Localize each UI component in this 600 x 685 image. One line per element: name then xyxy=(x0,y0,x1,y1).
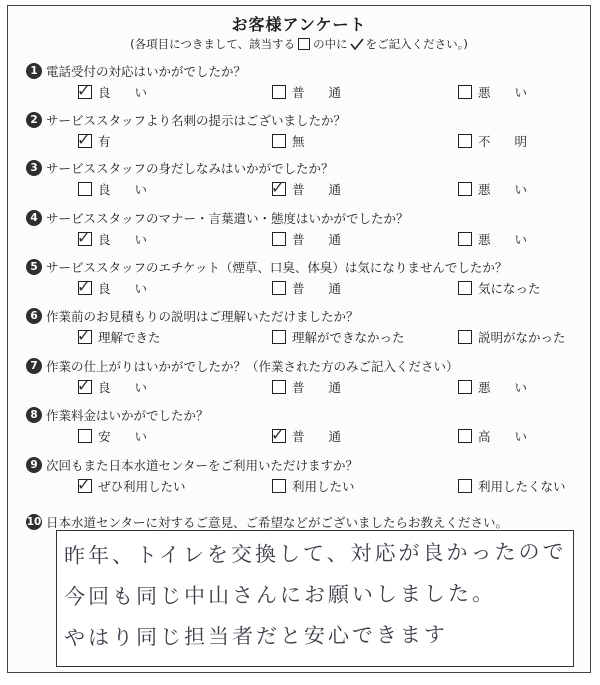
question-1 xyxy=(26,61,580,103)
question-number-badge: 4 xyxy=(26,210,42,226)
answer-checkbox[interactable] xyxy=(78,429,92,443)
question-text: サービススタッフのマナー・言葉遣い・態度はいかがでしたか？ xyxy=(46,211,409,226)
answer-checkbox[interactable] xyxy=(272,330,286,344)
answer-option[interactable] xyxy=(272,378,365,396)
answer-label: 説明がなかった xyxy=(478,330,566,345)
answer-checkbox[interactable] xyxy=(77,326,92,345)
answer-option[interactable] xyxy=(272,328,405,346)
answer-checkbox[interactable] xyxy=(272,380,286,394)
question-text: 日本水道センターに対するご意見、ご希望などがございましたらお教えください。 xyxy=(46,515,509,530)
option-row xyxy=(26,228,580,250)
question-number-badge: 5 xyxy=(26,259,42,275)
answer-checkbox[interactable] xyxy=(458,380,472,394)
answer-option[interactable] xyxy=(458,477,566,495)
answer-option[interactable] xyxy=(458,279,541,297)
handwritten-check-icon: ✓ xyxy=(77,228,91,247)
answer-checkbox[interactable] xyxy=(458,134,472,148)
question-4 xyxy=(26,208,580,250)
handwritten-check-icon: ✓ xyxy=(77,130,91,149)
question-number-badge: 9 xyxy=(26,457,42,473)
question-number-badge: 6 xyxy=(26,308,42,324)
option-row xyxy=(26,326,580,348)
handwritten-check-icon: ✓ xyxy=(77,376,91,395)
option-row xyxy=(26,130,580,152)
answer-label: 普通 xyxy=(292,85,366,100)
answer-option[interactable] xyxy=(78,427,171,445)
answer-label: 利用したくない xyxy=(478,479,566,494)
question-number-badge: 3 xyxy=(26,160,42,176)
answer-option[interactable] xyxy=(272,83,365,101)
question-5 xyxy=(26,257,580,299)
answer-option[interactable] xyxy=(458,83,551,101)
question-text: 次回もまた日本水道センターをご利用いただけますか？ xyxy=(46,458,359,473)
instruction-line xyxy=(8,36,590,52)
question-text: サービススタッフの身だしなみはいかがでしたか？ xyxy=(46,161,334,176)
instruction-after: をご記入ください。) xyxy=(365,37,468,51)
comment-line-1: 昨年、トイレを交換して、対応が良かったので xyxy=(63,539,567,568)
answer-option[interactable] xyxy=(458,180,551,198)
answer-label: 普通 xyxy=(292,429,366,444)
answer-option[interactable] xyxy=(272,427,365,445)
question-text: サービススタッフのエチケット（煙草、口臭、体臭）は気になりませんでしたか？ xyxy=(46,260,508,275)
answer-option[interactable] xyxy=(458,230,551,248)
answer-checkbox[interactable] xyxy=(458,182,472,196)
answer-option[interactable] xyxy=(78,83,171,101)
handwritten-check-icon: ✓ xyxy=(77,81,91,100)
answer-option[interactable] xyxy=(272,180,365,198)
question-6 xyxy=(26,306,580,348)
answer-label: 良い xyxy=(98,232,172,247)
instruction-middle: の中に xyxy=(313,37,348,51)
answer-checkbox[interactable] xyxy=(77,228,92,247)
answer-checkbox[interactable] xyxy=(78,182,92,196)
answer-checkbox[interactable] xyxy=(458,429,472,443)
answer-label: 理解できた xyxy=(98,330,161,345)
answer-option[interactable] xyxy=(458,328,566,346)
answer-checkbox[interactable] xyxy=(77,376,92,395)
answer-option[interactable] xyxy=(78,132,111,150)
answer-option[interactable] xyxy=(458,378,551,396)
option-row xyxy=(26,81,580,103)
handwritten-check-icon: ✓ xyxy=(77,475,91,494)
answer-checkbox[interactable] xyxy=(458,281,472,295)
answer-option[interactable] xyxy=(78,378,171,396)
answer-label: 無 xyxy=(292,134,305,149)
answer-label: 高い xyxy=(478,429,552,444)
answer-label: 悪い xyxy=(478,232,552,247)
answer-label: 普通 xyxy=(292,182,366,197)
answer-checkbox[interactable] xyxy=(458,330,472,344)
answer-checkbox[interactable] xyxy=(77,81,92,100)
question-number-badge: 8 xyxy=(26,407,42,423)
answer-checkbox[interactable] xyxy=(272,479,286,493)
question-text: 電話受付の対応はいかがでしたか？ xyxy=(46,64,247,79)
checkmark-icon xyxy=(350,38,364,50)
question-2 xyxy=(26,110,580,152)
comment-line-3: やはり同じ担当者だと安心できます xyxy=(63,622,449,650)
option-row xyxy=(26,178,580,200)
answer-option[interactable] xyxy=(78,230,171,248)
answer-label: 不明 xyxy=(478,134,552,149)
option-row xyxy=(26,277,580,299)
answer-label: 気になった xyxy=(478,281,541,296)
question-9 xyxy=(26,455,580,497)
option-row xyxy=(26,475,580,497)
question-number-badge: 2 xyxy=(26,112,42,128)
question-number-badge: 10 xyxy=(26,516,42,528)
answer-label: 悪い xyxy=(478,182,552,197)
question-8 xyxy=(26,405,580,447)
answer-label: 悪い xyxy=(478,85,552,100)
answer-option[interactable] xyxy=(272,477,355,495)
answer-option[interactable] xyxy=(78,279,171,297)
answer-label: 利用したい xyxy=(292,479,355,494)
answer-checkbox[interactable] xyxy=(272,281,286,295)
answer-label: ぜひ利用したい xyxy=(98,479,186,494)
answer-option[interactable] xyxy=(458,132,551,150)
answer-option[interactable] xyxy=(272,132,305,150)
answer-label: 良い xyxy=(98,380,172,395)
answer-checkbox[interactable] xyxy=(272,134,286,148)
answer-checkbox[interactable] xyxy=(458,479,472,493)
answer-checkbox[interactable] xyxy=(77,475,92,494)
answer-label: 良い xyxy=(98,182,172,197)
answer-checkbox[interactable] xyxy=(77,130,92,149)
answer-checkbox[interactable] xyxy=(271,425,286,444)
answer-checkbox[interactable] xyxy=(458,85,472,99)
answer-option[interactable] xyxy=(272,230,365,248)
form-title: お客様アンケート xyxy=(231,15,367,34)
handwritten-check-icon: ✓ xyxy=(271,178,285,197)
instruction-before: (各項目につきまして、該当する xyxy=(130,37,296,51)
answer-option[interactable] xyxy=(78,180,171,198)
question-number-badge: 7 xyxy=(26,358,42,374)
answer-label: 理解ができなかった xyxy=(292,330,405,345)
answer-checkbox[interactable] xyxy=(458,232,472,246)
question-text: 作業料金はいかがでしたか？ xyxy=(46,408,209,423)
option-row xyxy=(26,425,580,447)
question-10 xyxy=(26,512,580,532)
question-number-badge: 1 xyxy=(26,63,42,79)
comment-line-2: 今回も同じ中山さんにお願いしました。 xyxy=(63,581,497,609)
question-text: 作業の仕上がりはいかがでしたか？（作業された方のみご記入ください） xyxy=(46,359,459,374)
answer-label: 普通 xyxy=(292,380,366,395)
question-text: サービススタッフより名刺の提示はございましたか？ xyxy=(46,113,347,128)
question-7 xyxy=(26,356,580,398)
answer-option[interactable] xyxy=(78,328,161,346)
answer-label: 普通 xyxy=(292,281,366,296)
question-3 xyxy=(26,158,580,200)
answer-checkbox[interactable] xyxy=(77,277,92,296)
answer-checkbox[interactable] xyxy=(271,178,286,197)
answer-label: 良い xyxy=(98,281,172,296)
option-row xyxy=(26,376,580,398)
answer-label: 良い xyxy=(98,85,172,100)
answer-label: 有 xyxy=(98,134,111,149)
answer-label: 悪い xyxy=(478,380,552,395)
example-box-icon xyxy=(298,38,310,50)
question-text: 作業前のお見積もりの説明はご理解いただけましたか？ xyxy=(46,309,359,324)
answer-option[interactable] xyxy=(78,477,186,495)
answer-label: 安い xyxy=(98,429,172,444)
answer-option[interactable] xyxy=(272,279,365,297)
answer-label: 普通 xyxy=(292,232,366,247)
answer-checkbox[interactable] xyxy=(272,232,286,246)
handwritten-check-icon: ✓ xyxy=(77,326,91,345)
answer-option[interactable] xyxy=(458,427,551,445)
answer-checkbox[interactable] xyxy=(272,85,286,99)
survey-sheet xyxy=(7,5,591,673)
handwritten-check-icon: ✓ xyxy=(271,425,285,444)
handwritten-check-icon: ✓ xyxy=(77,277,91,296)
